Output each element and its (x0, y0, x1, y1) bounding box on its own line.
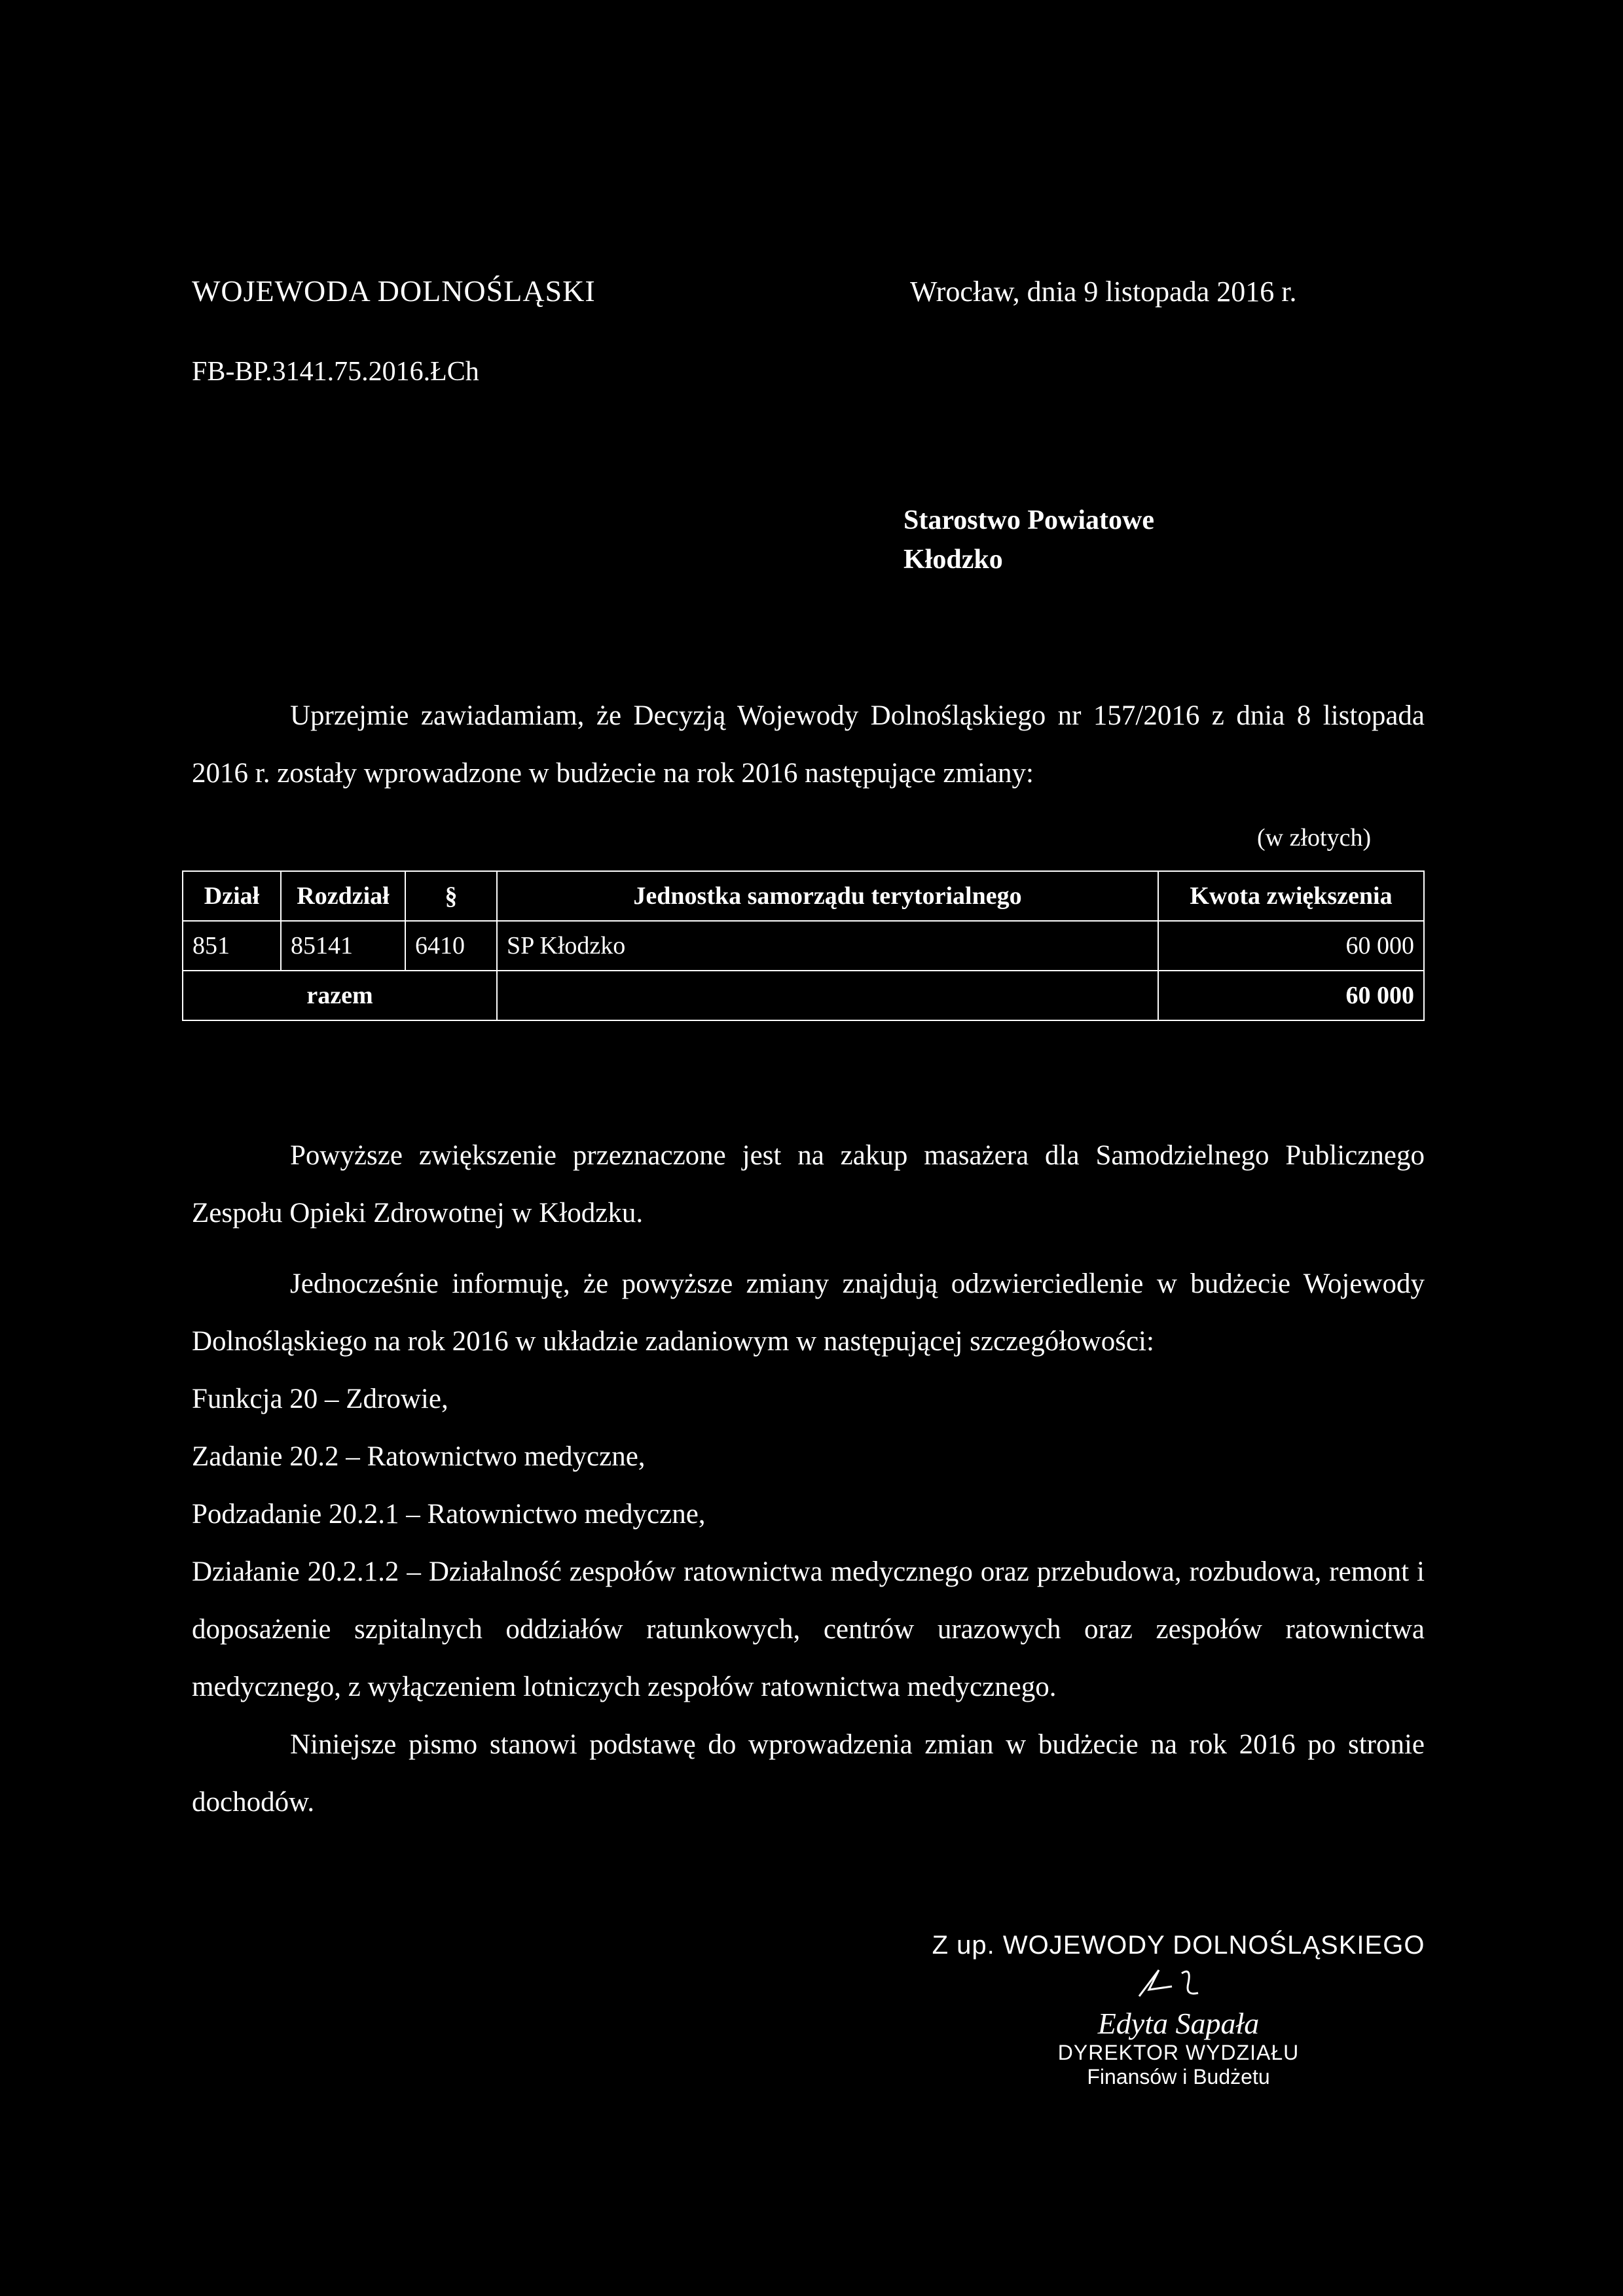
zadanie-line: Zadanie 20.2 – Ratownictwo medyczne, (192, 1441, 646, 1472)
recipient-block (903, 501, 1154, 579)
total-value: 60 000 (1158, 971, 1424, 1020)
header-rozdzial: Rozdział (281, 871, 405, 921)
info-paragraph: Jednocześnie informuję, że powyższe zmiany znajdują odzwierciedlenie w budżecie Wojewody Dolnośląskiego na rok 2016 w układzie zadaniowym w następującej szczegółowości: (192, 1268, 1425, 1357)
cell-dzial: 851 (183, 921, 281, 971)
sender-name: WOJEWODA DOLNOŚLĄSKI (192, 274, 596, 308)
table-total-row (183, 971, 1424, 1020)
signatory-title: DYREKTOR WYDZIAŁU (1057, 2041, 1300, 2064)
reference-number: FB-BP.3141.75.2016.ŁCh (192, 357, 479, 387)
budget-table (182, 870, 1425, 1021)
cell-jednostka: SP Kłodzko (497, 921, 1158, 971)
intro-paragraph: Uprzejmie zawiadamiam, że Decyzją Wojewody Dolnośląskiego nr 157/2016 z dnia 8 listopada 2016 r. zostały wprowadzone w budżecie na rok 2016 następujące zmiany: (192, 700, 1425, 789)
total-empty-cell (497, 971, 1158, 1020)
recipient-line-1: Starostwo Powiatowe (903, 505, 1155, 535)
total-label: razem (183, 971, 497, 1020)
funkcja-line: Funkcja 20 – Zdrowie, (192, 1384, 448, 1414)
podzadanie-line: Podzadanie 20.2.1 – Ratownictwo medyczne, (192, 1499, 706, 1530)
unit-note: (w złotych) (1257, 824, 1372, 852)
handwritten-signature (917, 1960, 1440, 2006)
signatory-name: Edyta Sapała (1097, 2007, 1260, 2040)
table-row (183, 921, 1424, 971)
dzialanie-line: Działanie 20.2.1.2 – Działalność zespołów ratownictwa medycznego oraz przebudowa, rozbudowa, remont i doposażenie szpitalnych oddziałów ratunkowych, centrów urazowych oraz zespołów ratownictwa medycznego, z wyłączeniem lotniczych zespołów ratownictwa medycznego. (192, 1556, 1425, 1702)
place-date: Wrocław, dnia 9 listopada 2016 r. (910, 276, 1297, 308)
table-header-row (183, 871, 1424, 921)
signature-block (917, 1931, 1440, 2089)
header-jednostka: Jednostka samorządu terytorialnego (497, 871, 1158, 921)
cell-kwota: 60 000 (1158, 921, 1424, 971)
signatory-department: Finansów i Budżetu (1087, 2065, 1270, 2089)
signature-scribble-icon (1113, 1960, 1244, 2006)
header-kwota: Kwota zwiększenia (1158, 871, 1424, 921)
signature-authority: Z up. WOJEWODY DOLNOŚLĄSKIEGO (932, 1931, 1425, 1960)
cell-rozdzial: 85141 (281, 921, 405, 971)
cell-paragraf: 6410 (405, 921, 497, 971)
header-dzial: Dział (183, 871, 281, 921)
recipient-line-2: Kłodzko (903, 545, 1003, 575)
purpose-paragraph: Powyższe zwiększenie przeznaczone jest na zakup masażera dla Samodzielnego Publicznego Zespołu Opieki Zdrowotnej w Kłodzku. (192, 1140, 1425, 1229)
header-paragraf: § (405, 871, 497, 921)
classification-block (192, 1255, 1425, 1831)
closing-paragraph: Niniejsze pismo stanowi podstawę do wprowadzenia zmian w budżecie na rok 2016 po stronie dochodów. (192, 1729, 1425, 1818)
